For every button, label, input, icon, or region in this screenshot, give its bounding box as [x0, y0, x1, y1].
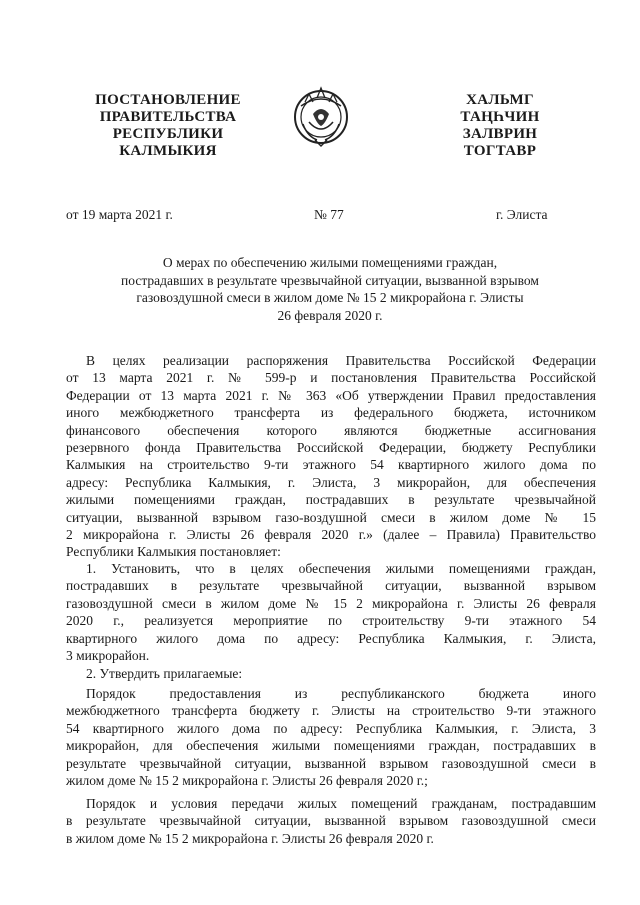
point-2a-line: межбюджетного трансферта бюджету г. Элисты на строительство 9-ти этажного	[66, 703, 596, 719]
header-left-line: РЕСПУБЛИКИ	[112, 126, 224, 142]
point-2a-paragraph	[66, 685, 596, 789]
preamble-line: адресу: Республика Калмыкия, г. Элиста, 3 микрорайон, для обеспечения	[66, 474, 596, 490]
header-right-line: ХАЛЬМГ	[466, 92, 534, 108]
point-2-heading	[66, 665, 596, 682]
header-right-line: ЗАЛВРИН	[462, 126, 538, 142]
preamble-line: 2 микрорайона г. Элисты 26 февраля 2020 г.» (далее – Правила) Правительство	[66, 527, 596, 543]
header-left-line: КАЛМЫКИЯ	[119, 143, 217, 159]
point-1-line: 2020 г., реализуется мероприятие по строительству 9-ти этажного 54	[66, 613, 596, 629]
title-line: 26 февраля 2020 г.	[277, 307, 383, 323]
point-2a-line: микрорайон, для обеспечения жилыми помещениями граждан, пострадавших в	[66, 738, 596, 754]
point-2-heading-line: 2. Утвердить прилагаемые:	[86, 666, 243, 681]
emblem-icon	[291, 84, 351, 148]
preamble-line: финансового обеспечения которого являются бюджетные ассигнования	[66, 422, 596, 438]
title-line: О мерах по обеспечению жилыми помещениями граждан,	[162, 255, 498, 270]
header-left-line: ПОСТАНОВЛЕНИЕ	[95, 92, 241, 108]
point-1-line: 3 микрорайон.	[66, 648, 150, 664]
point-2b-line: Порядок и условия передачи жилых помещений гражданам, пострадавшим	[86, 796, 596, 811]
header-right-line: ТАҢҺЧИН	[460, 109, 540, 125]
point-2b-paragraph	[66, 795, 596, 847]
preamble-line: от 13 марта 2021 г. № 599-р и постановления Правительства Российской	[66, 370, 596, 386]
preamble-line: жилыми помещениями граждан, пострадавших в результате чрезвычайной	[66, 492, 596, 508]
point-1-line: квартирного жилого дома по адресу: Республика Калмыкия, г. Элиста,	[66, 630, 596, 646]
title-line: газовоздушной смеси в жилом доме № 15 2 микрорайона г. Элисты	[136, 290, 524, 305]
point-2b-line: в жилом доме № 15 2 микрорайона г. Элисты 26 февраля 2020 г.	[66, 830, 434, 846]
point-1-paragraph	[66, 560, 596, 664]
document-number: № 77	[314, 207, 344, 222]
point-2a-line: результате чрезвычайной ситуации, вызванной взрывом газовоздушной смеси в	[66, 755, 596, 771]
preamble-line: Федерации от 13 марта 2021 г. № 363 «Об утверждении Правил предоставления	[66, 387, 596, 403]
point-2b-line: в результате чрезвычайной ситуации, вызванной взрывом газовоздушной смеси	[66, 813, 596, 829]
title-line: пострадавших в результате чрезвычайной ситуации, вызванной взрывом	[121, 272, 539, 288]
header-right-title	[440, 92, 560, 160]
header-left-title	[82, 92, 254, 160]
document-title	[70, 254, 590, 324]
point-1-line: 1. Установить, что в целях обеспечения жилыми помещениями граждан,	[86, 561, 596, 576]
preamble-line: резервного фонда Правительства Российской Федерации, бюджету Республики	[66, 440, 596, 456]
header-right-line: ТОГТАВР	[463, 143, 537, 159]
preamble-line: В целях реализации распоряжения Правительства Российской Федерации	[86, 353, 596, 368]
preamble-line: ситуации, вызванной взрывом газо-воздушной смеси в жилом доме № 15	[66, 509, 596, 525]
preamble-paragraph	[66, 352, 596, 561]
preamble-line: иного межбюджетного трансферта из федерального бюджета, источником	[66, 405, 596, 421]
point-1-line: пострадавших в результате чрезвычайной ситуации, вызванной взрывом	[66, 578, 596, 594]
document-date: от 19 марта 2021 г.	[66, 207, 173, 222]
preamble-line: Республики Калмыкия постановляет:	[66, 544, 281, 560]
point-2a-line: жилом доме № 15 2 микрорайона г. Элисты 26 февраля 2020 г.;	[66, 773, 428, 789]
header-left-line: ПРАВИТЕЛЬСТВА	[99, 109, 237, 125]
point-2a-line: Порядок предоставления из республиканского бюджета иного	[86, 686, 596, 701]
preamble-line: Калмыкия на строительство 9-ти этажного 54 квартирного жилого дома по	[66, 457, 596, 473]
point-2a-line: 54 квартирного жилого дома по адресу: Республика Калмыкия, г. Элиста, 3	[66, 720, 596, 736]
point-1-line: газовоздушной смеси в жилом доме № 15 2 микрорайона г. Элисты 26 февраля	[66, 595, 596, 611]
document-city: г. Элиста	[496, 207, 548, 222]
